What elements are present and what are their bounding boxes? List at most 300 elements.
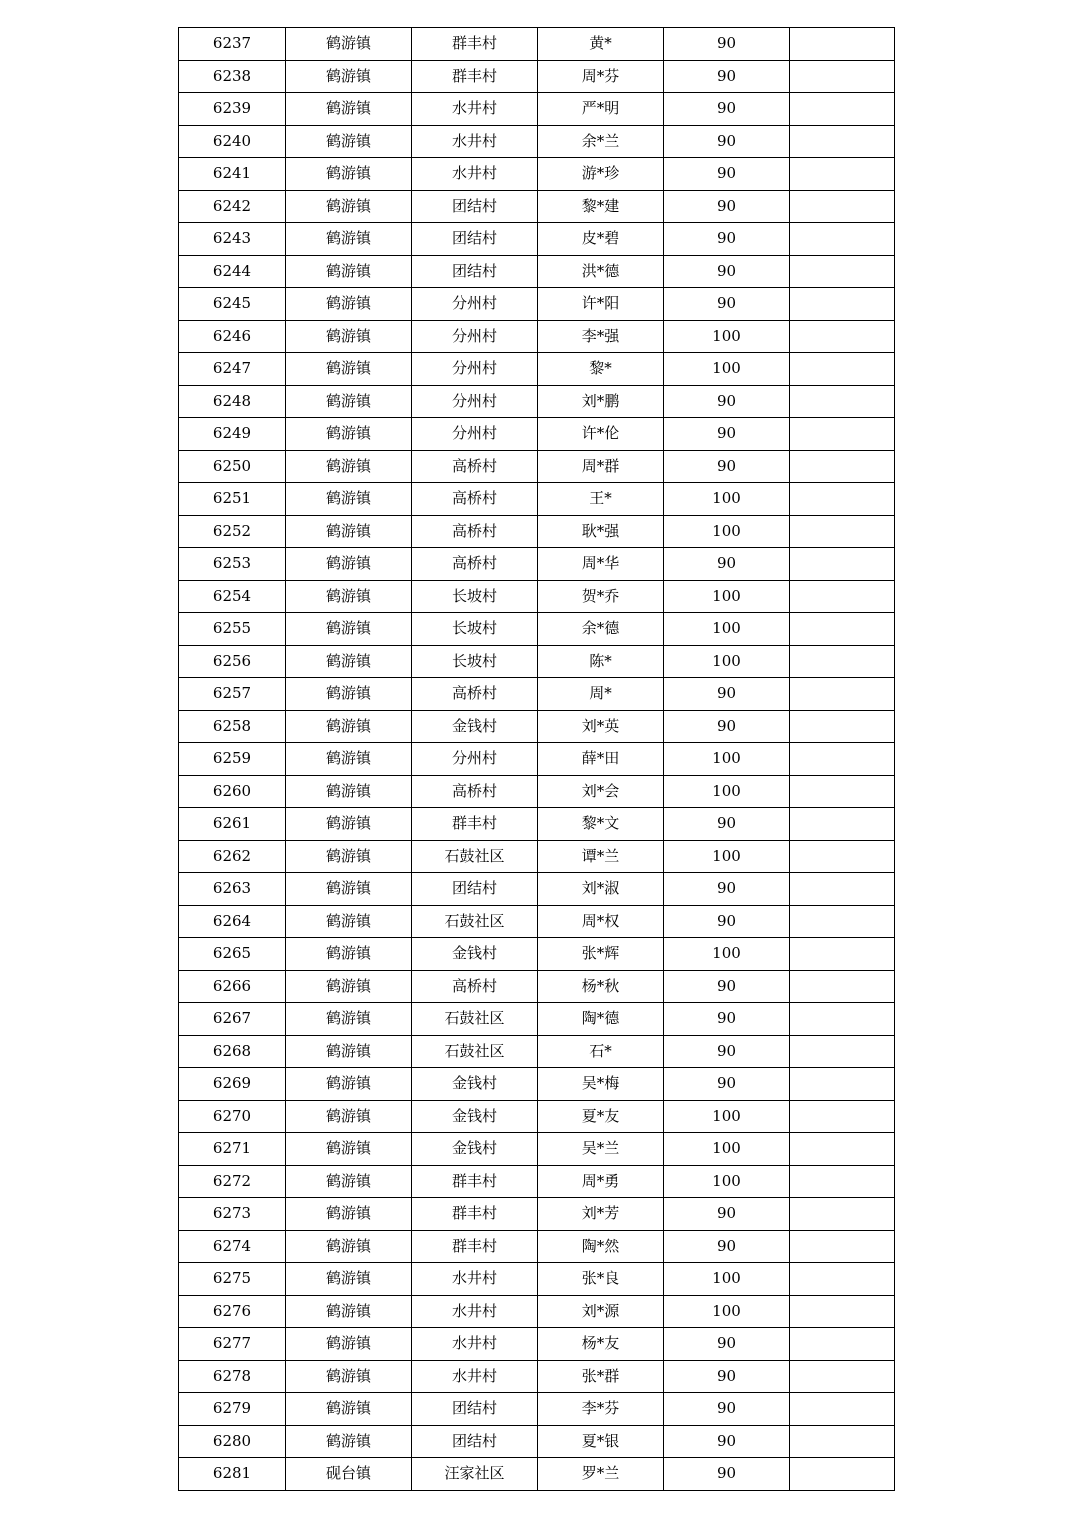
amount-cell: 90 <box>664 1425 790 1458</box>
amount-cell: 90 <box>664 418 790 451</box>
remark-cell <box>790 1198 895 1231</box>
name-cell: 游*珍 <box>538 158 664 191</box>
name-cell: 杨*秋 <box>538 970 664 1003</box>
serial-number-cell: 6271 <box>179 1133 286 1166</box>
table-row <box>179 1425 895 1458</box>
village-cell: 分州村 <box>412 743 538 776</box>
town-cell: 鹤游镇 <box>286 1003 412 1036</box>
village-cell: 团结村 <box>412 1393 538 1426</box>
name-cell: 周*群 <box>538 450 664 483</box>
remark-cell <box>790 580 895 613</box>
serial-number-cell: 6245 <box>179 288 286 321</box>
serial-number-cell: 6281 <box>179 1458 286 1491</box>
table-row <box>179 1393 895 1426</box>
village-cell: 石鼓社区 <box>412 905 538 938</box>
village-cell: 石鼓社区 <box>412 840 538 873</box>
town-cell: 鹤游镇 <box>286 548 412 581</box>
village-cell: 群丰村 <box>412 1198 538 1231</box>
village-cell: 群丰村 <box>412 808 538 841</box>
remark-cell <box>790 1100 895 1133</box>
amount-cell: 90 <box>664 158 790 191</box>
table-row <box>179 418 895 451</box>
village-cell: 团结村 <box>412 223 538 256</box>
table-row <box>179 1068 895 1101</box>
table-row <box>179 125 895 158</box>
amount-cell: 90 <box>664 125 790 158</box>
table-row <box>179 1230 895 1263</box>
remark-cell <box>790 1230 895 1263</box>
table-row <box>179 1458 895 1491</box>
name-cell: 皮*碧 <box>538 223 664 256</box>
name-cell: 夏*友 <box>538 1100 664 1133</box>
amount-cell: 90 <box>664 970 790 1003</box>
data-table-body <box>179 28 895 1491</box>
amount-cell: 100 <box>664 613 790 646</box>
remark-cell <box>790 905 895 938</box>
remark-cell <box>790 938 895 971</box>
town-cell: 鹤游镇 <box>286 905 412 938</box>
name-cell: 黎*建 <box>538 190 664 223</box>
table-row <box>179 288 895 321</box>
remark-cell <box>790 970 895 1003</box>
table-row <box>179 548 895 581</box>
town-cell: 鹤游镇 <box>286 1035 412 1068</box>
serial-number-cell: 6273 <box>179 1198 286 1231</box>
serial-number-cell: 6279 <box>179 1393 286 1426</box>
amount-cell: 90 <box>664 1035 790 1068</box>
serial-number-cell: 6269 <box>179 1068 286 1101</box>
village-cell: 高桥村 <box>412 483 538 516</box>
name-cell: 黄* <box>538 28 664 61</box>
remark-cell <box>790 1165 895 1198</box>
name-cell: 周*勇 <box>538 1165 664 1198</box>
name-cell: 张*群 <box>538 1360 664 1393</box>
serial-number-cell: 6266 <box>179 970 286 1003</box>
serial-number-cell: 6262 <box>179 840 286 873</box>
village-cell: 群丰村 <box>412 1165 538 1198</box>
village-cell: 水井村 <box>412 93 538 126</box>
table-row <box>179 808 895 841</box>
serial-number-cell: 6267 <box>179 1003 286 1036</box>
name-cell: 夏*银 <box>538 1425 664 1458</box>
village-cell: 团结村 <box>412 1425 538 1458</box>
serial-number-cell: 6249 <box>179 418 286 451</box>
name-cell: 周*芬 <box>538 60 664 93</box>
village-cell: 水井村 <box>412 158 538 191</box>
name-cell: 周* <box>538 678 664 711</box>
village-cell: 高桥村 <box>412 678 538 711</box>
name-cell: 石* <box>538 1035 664 1068</box>
amount-cell: 90 <box>664 808 790 841</box>
amount-cell: 90 <box>664 905 790 938</box>
village-cell: 分州村 <box>412 418 538 451</box>
table-row <box>179 28 895 61</box>
village-cell: 高桥村 <box>412 515 538 548</box>
name-cell: 王* <box>538 483 664 516</box>
serial-number-cell: 6265 <box>179 938 286 971</box>
table-row <box>179 353 895 386</box>
name-cell: 严*明 <box>538 93 664 126</box>
name-cell: 许*阳 <box>538 288 664 321</box>
serial-number-cell: 6239 <box>179 93 286 126</box>
town-cell: 鹤游镇 <box>286 28 412 61</box>
town-cell: 鹤游镇 <box>286 710 412 743</box>
village-cell: 金钱村 <box>412 1100 538 1133</box>
table-row <box>179 1295 895 1328</box>
town-cell: 鹤游镇 <box>286 613 412 646</box>
name-cell: 贺*乔 <box>538 580 664 613</box>
remark-cell <box>790 288 895 321</box>
remark-cell <box>790 255 895 288</box>
serial-number-cell: 6253 <box>179 548 286 581</box>
table-row <box>179 970 895 1003</box>
serial-number-cell: 6238 <box>179 60 286 93</box>
village-cell: 长坡村 <box>412 580 538 613</box>
table-row <box>179 223 895 256</box>
town-cell: 鹤游镇 <box>286 255 412 288</box>
remark-cell <box>790 613 895 646</box>
remark-cell <box>790 743 895 776</box>
amount-cell: 90 <box>664 450 790 483</box>
remark-cell <box>790 483 895 516</box>
village-cell: 水井村 <box>412 1263 538 1296</box>
amount-cell: 90 <box>664 190 790 223</box>
remark-cell <box>790 1035 895 1068</box>
remark-cell <box>790 1458 895 1491</box>
town-cell: 砚台镇 <box>286 1458 412 1491</box>
town-cell: 鹤游镇 <box>286 1198 412 1231</box>
amount-cell: 90 <box>664 1230 790 1263</box>
name-cell: 陈* <box>538 645 664 678</box>
serial-number-cell: 6261 <box>179 808 286 841</box>
village-cell: 高桥村 <box>412 548 538 581</box>
village-cell: 石鼓社区 <box>412 1003 538 1036</box>
amount-cell: 100 <box>664 1100 790 1133</box>
remark-cell <box>790 515 895 548</box>
village-cell: 水井村 <box>412 1295 538 1328</box>
table-row <box>179 158 895 191</box>
remark-cell <box>790 775 895 808</box>
serial-number-cell: 6241 <box>179 158 286 191</box>
amount-cell: 100 <box>664 1133 790 1166</box>
village-cell: 群丰村 <box>412 28 538 61</box>
town-cell: 鹤游镇 <box>286 840 412 873</box>
remark-cell <box>790 645 895 678</box>
serial-number-cell: 6264 <box>179 905 286 938</box>
town-cell: 鹤游镇 <box>286 190 412 223</box>
town-cell: 鹤游镇 <box>286 385 412 418</box>
remark-cell <box>790 60 895 93</box>
serial-number-cell: 6280 <box>179 1425 286 1458</box>
serial-number-cell: 6237 <box>179 28 286 61</box>
serial-number-cell: 6277 <box>179 1328 286 1361</box>
town-cell: 鹤游镇 <box>286 1133 412 1166</box>
village-cell: 长坡村 <box>412 613 538 646</box>
name-cell: 刘*鹏 <box>538 385 664 418</box>
town-cell: 鹤游镇 <box>286 808 412 841</box>
name-cell: 薛*田 <box>538 743 664 776</box>
serial-number-cell: 6246 <box>179 320 286 353</box>
name-cell: 刘*会 <box>538 775 664 808</box>
amount-cell: 100 <box>664 1165 790 1198</box>
town-cell: 鹤游镇 <box>286 580 412 613</box>
town-cell: 鹤游镇 <box>286 1068 412 1101</box>
table-row <box>179 645 895 678</box>
town-cell: 鹤游镇 <box>286 1165 412 1198</box>
serial-number-cell: 6240 <box>179 125 286 158</box>
town-cell: 鹤游镇 <box>286 645 412 678</box>
amount-cell: 90 <box>664 288 790 321</box>
amount-cell: 100 <box>664 353 790 386</box>
town-cell: 鹤游镇 <box>286 60 412 93</box>
amount-cell: 90 <box>664 873 790 906</box>
remark-cell <box>790 873 895 906</box>
remark-cell <box>790 93 895 126</box>
town-cell: 鹤游镇 <box>286 125 412 158</box>
name-cell: 吴*兰 <box>538 1133 664 1166</box>
remark-cell <box>790 1133 895 1166</box>
town-cell: 鹤游镇 <box>286 1425 412 1458</box>
serial-number-cell: 6270 <box>179 1100 286 1133</box>
remark-cell <box>790 418 895 451</box>
amount-cell: 90 <box>664 385 790 418</box>
name-cell: 吴*梅 <box>538 1068 664 1101</box>
amount-cell: 90 <box>664 93 790 126</box>
village-cell: 团结村 <box>412 255 538 288</box>
table-row <box>179 1035 895 1068</box>
table-row <box>179 1328 895 1361</box>
serial-number-cell: 6275 <box>179 1263 286 1296</box>
name-cell: 张*辉 <box>538 938 664 971</box>
remark-cell <box>790 548 895 581</box>
serial-number-cell: 6255 <box>179 613 286 646</box>
amount-cell: 100 <box>664 840 790 873</box>
table-row <box>179 483 895 516</box>
amount-cell: 90 <box>664 1003 790 1036</box>
amount-cell: 90 <box>664 1360 790 1393</box>
town-cell: 鹤游镇 <box>286 515 412 548</box>
village-cell: 分州村 <box>412 320 538 353</box>
remark-cell <box>790 1295 895 1328</box>
serial-number-cell: 6243 <box>179 223 286 256</box>
remark-cell <box>790 1425 895 1458</box>
town-cell: 鹤游镇 <box>286 450 412 483</box>
village-cell: 群丰村 <box>412 1230 538 1263</box>
village-cell: 汪家社区 <box>412 1458 538 1491</box>
table-row <box>179 255 895 288</box>
remark-cell <box>790 190 895 223</box>
amount-cell: 100 <box>664 1263 790 1296</box>
town-cell: 鹤游镇 <box>286 970 412 1003</box>
name-cell: 谭*兰 <box>538 840 664 873</box>
village-cell: 分州村 <box>412 288 538 321</box>
remark-cell <box>790 1068 895 1101</box>
village-cell: 水井村 <box>412 1360 538 1393</box>
table-row <box>179 1100 895 1133</box>
table-row <box>179 938 895 971</box>
town-cell: 鹤游镇 <box>286 1263 412 1296</box>
remark-cell <box>790 710 895 743</box>
amount-cell: 90 <box>664 1198 790 1231</box>
remark-cell <box>790 158 895 191</box>
town-cell: 鹤游镇 <box>286 1230 412 1263</box>
town-cell: 鹤游镇 <box>286 1360 412 1393</box>
name-cell: 李*强 <box>538 320 664 353</box>
table-row <box>179 385 895 418</box>
amount-cell: 100 <box>664 483 790 516</box>
name-cell: 余*兰 <box>538 125 664 158</box>
amount-cell: 90 <box>664 1458 790 1491</box>
town-cell: 鹤游镇 <box>286 1100 412 1133</box>
village-cell: 石鼓社区 <box>412 1035 538 1068</box>
town-cell: 鹤游镇 <box>286 93 412 126</box>
table-row <box>179 775 895 808</box>
serial-number-cell: 6274 <box>179 1230 286 1263</box>
remark-cell <box>790 1360 895 1393</box>
serial-number-cell: 6251 <box>179 483 286 516</box>
serial-number-cell: 6247 <box>179 353 286 386</box>
table-row <box>179 1003 895 1036</box>
name-cell: 刘*英 <box>538 710 664 743</box>
name-cell: 刘*淑 <box>538 873 664 906</box>
amount-cell: 100 <box>664 743 790 776</box>
remark-cell <box>790 808 895 841</box>
name-cell: 陶*德 <box>538 1003 664 1036</box>
name-cell: 陶*然 <box>538 1230 664 1263</box>
name-cell: 许*伦 <box>538 418 664 451</box>
serial-number-cell: 6252 <box>179 515 286 548</box>
town-cell: 鹤游镇 <box>286 288 412 321</box>
name-cell: 耿*强 <box>538 515 664 548</box>
village-cell: 分州村 <box>412 385 538 418</box>
table-row <box>179 905 895 938</box>
town-cell: 鹤游镇 <box>286 873 412 906</box>
table-row <box>179 613 895 646</box>
table-row <box>179 1165 895 1198</box>
table-row <box>179 515 895 548</box>
name-cell: 刘*源 <box>538 1295 664 1328</box>
table-row <box>179 1263 895 1296</box>
table-row <box>179 320 895 353</box>
serial-number-cell: 6244 <box>179 255 286 288</box>
amount-cell: 90 <box>664 678 790 711</box>
remark-cell <box>790 28 895 61</box>
remark-cell <box>790 1328 895 1361</box>
remark-cell <box>790 125 895 158</box>
serial-number-cell: 6242 <box>179 190 286 223</box>
serial-number-cell: 6260 <box>179 775 286 808</box>
name-cell: 周*权 <box>538 905 664 938</box>
serial-number-cell: 6257 <box>179 678 286 711</box>
remark-cell <box>790 450 895 483</box>
name-cell: 周*华 <box>538 548 664 581</box>
town-cell: 鹤游镇 <box>286 743 412 776</box>
remark-cell <box>790 385 895 418</box>
amount-cell: 100 <box>664 320 790 353</box>
remark-cell <box>790 223 895 256</box>
town-cell: 鹤游镇 <box>286 678 412 711</box>
town-cell: 鹤游镇 <box>286 353 412 386</box>
serial-number-cell: 6250 <box>179 450 286 483</box>
remark-cell <box>790 320 895 353</box>
village-cell: 金钱村 <box>412 938 538 971</box>
remark-cell <box>790 353 895 386</box>
amount-cell: 100 <box>664 938 790 971</box>
name-cell: 罗*兰 <box>538 1458 664 1491</box>
data-table <box>178 27 895 1491</box>
remark-cell <box>790 678 895 711</box>
village-cell: 高桥村 <box>412 775 538 808</box>
serial-number-cell: 6278 <box>179 1360 286 1393</box>
amount-cell: 100 <box>664 1295 790 1328</box>
table-row <box>179 710 895 743</box>
remark-cell <box>790 1003 895 1036</box>
town-cell: 鹤游镇 <box>286 1328 412 1361</box>
table-row <box>179 743 895 776</box>
table-row <box>179 1360 895 1393</box>
table-row <box>179 93 895 126</box>
village-cell: 水井村 <box>412 1328 538 1361</box>
amount-cell: 90 <box>664 223 790 256</box>
table-row <box>179 840 895 873</box>
town-cell: 鹤游镇 <box>286 775 412 808</box>
name-cell: 张*良 <box>538 1263 664 1296</box>
town-cell: 鹤游镇 <box>286 483 412 516</box>
village-cell: 金钱村 <box>412 1133 538 1166</box>
name-cell: 洪*德 <box>538 255 664 288</box>
amount-cell: 100 <box>664 775 790 808</box>
remark-cell <box>790 840 895 873</box>
village-cell: 团结村 <box>412 190 538 223</box>
town-cell: 鹤游镇 <box>286 418 412 451</box>
serial-number-cell: 6259 <box>179 743 286 776</box>
table-row <box>179 873 895 906</box>
village-cell: 团结村 <box>412 873 538 906</box>
amount-cell: 90 <box>664 60 790 93</box>
amount-cell: 90 <box>664 548 790 581</box>
name-cell: 黎*文 <box>538 808 664 841</box>
amount-cell: 100 <box>664 580 790 613</box>
village-cell: 长坡村 <box>412 645 538 678</box>
name-cell: 黎* <box>538 353 664 386</box>
village-cell: 水井村 <box>412 125 538 158</box>
amount-cell: 90 <box>664 1328 790 1361</box>
amount-cell: 90 <box>664 28 790 61</box>
table-row <box>179 450 895 483</box>
village-cell: 高桥村 <box>412 970 538 1003</box>
serial-number-cell: 6254 <box>179 580 286 613</box>
town-cell: 鹤游镇 <box>286 320 412 353</box>
name-cell: 刘*芳 <box>538 1198 664 1231</box>
serial-number-cell: 6248 <box>179 385 286 418</box>
name-cell: 余*德 <box>538 613 664 646</box>
village-cell: 分州村 <box>412 353 538 386</box>
serial-number-cell: 6263 <box>179 873 286 906</box>
town-cell: 鹤游镇 <box>286 158 412 191</box>
amount-cell: 90 <box>664 1068 790 1101</box>
amount-cell: 90 <box>664 1393 790 1426</box>
town-cell: 鹤游镇 <box>286 938 412 971</box>
amount-cell: 100 <box>664 515 790 548</box>
name-cell: 杨*友 <box>538 1328 664 1361</box>
table-row <box>179 60 895 93</box>
remark-cell <box>790 1393 895 1426</box>
amount-cell: 90 <box>664 255 790 288</box>
amount-cell: 90 <box>664 710 790 743</box>
name-cell: 李*芬 <box>538 1393 664 1426</box>
table-row <box>179 1198 895 1231</box>
table-row <box>179 190 895 223</box>
